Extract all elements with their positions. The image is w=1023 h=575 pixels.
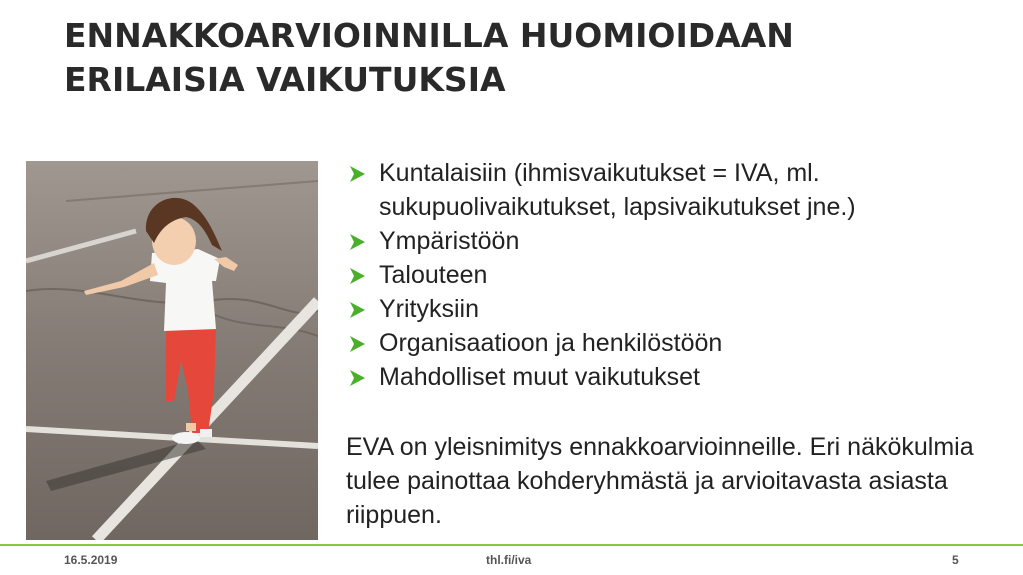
footer-divider bbox=[0, 544, 1023, 546]
green-arrow-icon bbox=[346, 265, 368, 287]
list-item-text: Yrityksiin bbox=[379, 295, 480, 323]
green-arrow-icon bbox=[346, 231, 368, 253]
slide-title-line-2: ERILAISIA VAIKUTUKSIA bbox=[64, 60, 506, 99]
list-item-text: Talouteen bbox=[379, 261, 488, 289]
list-item bbox=[346, 292, 1006, 326]
list-item bbox=[346, 360, 1006, 394]
green-arrow-icon bbox=[346, 299, 368, 321]
list-item bbox=[346, 156, 1006, 224]
list-item-text: Mahdolliset muut vaikutukset bbox=[379, 363, 700, 391]
list-item bbox=[346, 224, 1006, 258]
list-item bbox=[346, 258, 1006, 292]
list-item-text: Ympäristöön bbox=[379, 227, 520, 255]
green-arrow-icon bbox=[346, 333, 368, 355]
summary-paragraph: EVA on yleisnimitys ennakkoarvioinneille. Eri näkökulmia tulee painottaa kohderyhmästä ja arvioitavasta asiasta riippuen. bbox=[346, 433, 974, 529]
green-arrow-icon bbox=[346, 163, 368, 185]
list-item bbox=[346, 326, 1006, 360]
child-photo bbox=[26, 161, 318, 540]
footer-url: thl.fi/iva bbox=[486, 553, 532, 567]
page-number: 5 bbox=[952, 553, 959, 567]
slide-content bbox=[346, 156, 1006, 557]
slide-title-line-1: ENNAKKOARVIOINNILLA HUOMIOIDAAN bbox=[64, 16, 794, 55]
green-arrow-icon bbox=[346, 367, 368, 389]
list-item-text: Organisaatioon ja henkilöstöön bbox=[379, 329, 723, 357]
slide-title bbox=[64, 14, 964, 102]
list-item-text: Kuntalaisiin (ihmisvaikutukset = IVA, ml. sukupuolivaikutukset, lapsivaikutukset jne.) bbox=[379, 159, 856, 221]
impact-list bbox=[346, 156, 1006, 394]
footer-date: 16.5.2019 bbox=[64, 553, 118, 567]
